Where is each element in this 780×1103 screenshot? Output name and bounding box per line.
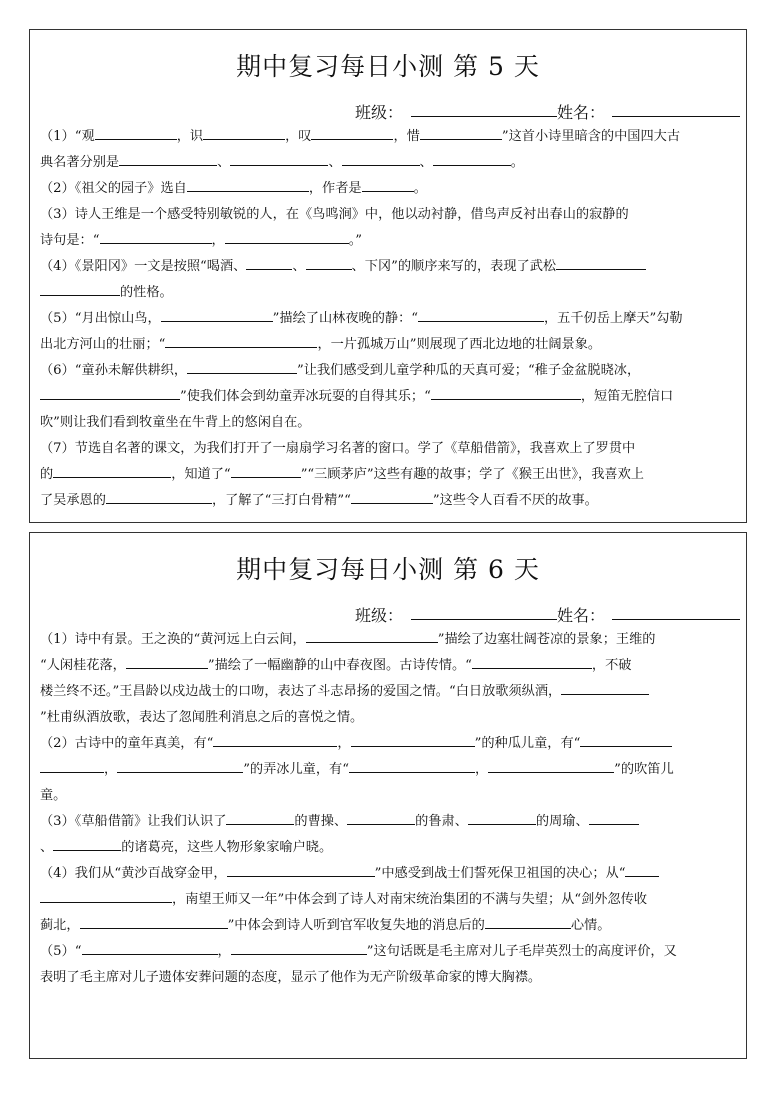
answer-blank[interactable] bbox=[230, 151, 328, 166]
name-blank[interactable] bbox=[612, 116, 740, 117]
class-blank[interactable] bbox=[411, 619, 557, 620]
quiz-card-day5 bbox=[29, 29, 747, 523]
answer-blank[interactable] bbox=[187, 359, 297, 374]
answer-blank[interactable] bbox=[420, 125, 502, 140]
page-title: 期中复习每日小测 第 5 天 bbox=[236, 52, 540, 81]
answer-blank[interactable] bbox=[226, 810, 294, 825]
answer-blank[interactable] bbox=[231, 463, 301, 478]
answer-blank[interactable] bbox=[433, 151, 511, 166]
answer-blank[interactable] bbox=[117, 758, 243, 773]
answer-blank[interactable] bbox=[53, 463, 171, 478]
answer-blank[interactable] bbox=[580, 732, 672, 747]
answer-blank[interactable] bbox=[161, 307, 273, 322]
answer-blank[interactable] bbox=[53, 836, 121, 851]
answer-blank[interactable] bbox=[342, 151, 420, 166]
answer-blank[interactable] bbox=[306, 255, 352, 270]
answer-blank[interactable] bbox=[485, 914, 571, 929]
class-label: 班级： bbox=[355, 606, 404, 625]
question-7: （7）节选自名著的课文，为我们打开了一扇扇学习名著的窗口。学了《草船借箭》，我喜欢上了罗贯中 的 ，知道了“ ”“三顾茅庐”这些有趣的故事；学了《猴王出世》，我喜欢上 了吴承恩的 ，了解了“三打白骨精”“ ”这些令人百看不厌的故事。 bbox=[40, 441, 644, 508]
answer-blank[interactable] bbox=[347, 810, 415, 825]
question-4: （4）《景阳冈》一文是按照“喝酒、 、 、下冈”的顺序来写的，表现了武松 的性格。 bbox=[30, 254, 746, 306]
page-title: 期中复习每日小测 第 6 天 bbox=[236, 555, 540, 584]
class-name-row bbox=[30, 94, 746, 124]
answer-blank[interactable] bbox=[106, 489, 212, 504]
answer-blank[interactable] bbox=[40, 281, 120, 296]
answer-blank[interactable] bbox=[306, 628, 438, 643]
answer-blank[interactable] bbox=[225, 229, 349, 244]
answer-blank[interactable] bbox=[488, 758, 614, 773]
answer-blank[interactable] bbox=[119, 151, 217, 166]
question-1: （1）“观 ，识 ，叹 ，惜 ”这首小诗里暗含的中国四大古 典名著分别是 、 、 、 。 bbox=[30, 124, 746, 176]
answer-blank[interactable] bbox=[351, 732, 475, 747]
class-label: 班级： bbox=[355, 103, 404, 122]
answer-blank[interactable] bbox=[589, 810, 639, 825]
answer-blank[interactable] bbox=[431, 385, 581, 400]
name-blank[interactable] bbox=[612, 619, 740, 620]
question-3: （3）《草船借箭》让我们认识了 的曹操、 的鲁肃、 的周瑜、 、 的诸葛亮，这些人物形象家喻户晓。 bbox=[30, 809, 746, 861]
question-5: （5）“ ， ”这句话既是毛主席对儿子毛岸英烈士的高度评价，又 表明了毛主席对儿子遗体安葬问题的态度，显示了他作为无产阶级革命家的博大胸襟。 bbox=[30, 939, 746, 991]
answer-blank[interactable] bbox=[231, 940, 367, 955]
name-label: 姓名： bbox=[557, 606, 606, 625]
class-name-row bbox=[30, 597, 746, 627]
question-1: （1）诗中有景。王之涣的“黄河远上白云间， ”描绘了边塞壮阔苍凉的景象；王维的 “人闲桂花落， ”描绘了一幅幽静的山中春夜图。古诗传情。“ ，不破 楼兰终不还。”王昌龄以戍边战士的口吻，表达了斗志昂扬的爱国之情。“白日放歌须纵酒， ”杜甫纵酒放歌，表达了忽闻胜利消息之后的喜悦之情。 bbox=[30, 627, 746, 731]
answer-blank[interactable] bbox=[165, 333, 317, 348]
answer-blank[interactable] bbox=[418, 307, 544, 322]
answer-blank[interactable] bbox=[468, 810, 536, 825]
answer-blank[interactable] bbox=[40, 385, 180, 400]
answer-blank[interactable] bbox=[362, 177, 414, 192]
answer-blank[interactable] bbox=[349, 758, 475, 773]
answer-blank[interactable] bbox=[311, 125, 393, 140]
answer-blank[interactable] bbox=[227, 862, 375, 877]
quiz-card-day6 bbox=[29, 532, 747, 1059]
question-5: （5）“月出惊山鸟， ”描绘了山林夜晚的静：“ ，五千仞岳上摩天”勾勒 出北方河山的壮丽；“ ，一片孤城万山”则展现了西北边地的壮阔景象。 bbox=[30, 306, 746, 358]
question-3: （3）诗人王维是一个感受特别敏锐的人，在《鸟鸣涧》中，他以动衬静，借鸟声反衬出春山的寂静的 诗句是：“ ， 。” bbox=[40, 207, 629, 248]
answer-blank[interactable] bbox=[40, 758, 104, 773]
question-4: （4）我们从“黄沙百战穿金甲， ”中感受到战士们誓死保卫祖国的决心；从“ ，南望王师又一年”中体会到了诗人对南宋统治集团的不满与失望；从“剑外忽传收 蓟北， ”中体会到诗人听到官军收复失地的消息后的 心情。 bbox=[30, 861, 746, 939]
answer-blank[interactable] bbox=[80, 914, 228, 929]
class-blank[interactable] bbox=[411, 116, 557, 117]
answer-blank[interactable] bbox=[126, 654, 208, 669]
answer-blank[interactable] bbox=[95, 125, 177, 140]
question-2: （2）古诗中的童年真美，有“ ， ”的种瓜儿童，有“ ， ”的弄冰儿童，有“ ， ”的吹笛儿 童。 bbox=[30, 731, 746, 809]
name-label: 姓名： bbox=[557, 103, 606, 122]
answer-blank[interactable] bbox=[100, 229, 212, 244]
answer-blank[interactable] bbox=[625, 862, 659, 877]
answer-blank[interactable] bbox=[40, 888, 172, 903]
question-6: （6）“童孙未解供耕织， ”让我们感受到儿童学种瓜的天真可爱；“稚子金盆脱晓冰， ”使我们体会到幼童弄冰玩耍的自得其乐；“ ，短笛无腔信口 吹”则让我们看到牧童坐在牛背上的悠闲自在。 bbox=[30, 358, 746, 436]
answer-blank[interactable] bbox=[187, 177, 309, 192]
question-2: （2）《祖父的园子》选自 ，作者是 。 bbox=[30, 176, 746, 202]
answer-blank[interactable] bbox=[556, 255, 646, 270]
answer-blank[interactable] bbox=[351, 489, 433, 504]
answer-blank[interactable] bbox=[472, 654, 592, 669]
answer-blank[interactable] bbox=[82, 940, 218, 955]
answer-blank[interactable] bbox=[561, 680, 649, 695]
answer-blank[interactable] bbox=[246, 255, 292, 270]
answer-blank[interactable] bbox=[203, 125, 285, 140]
answer-blank[interactable] bbox=[213, 732, 337, 747]
